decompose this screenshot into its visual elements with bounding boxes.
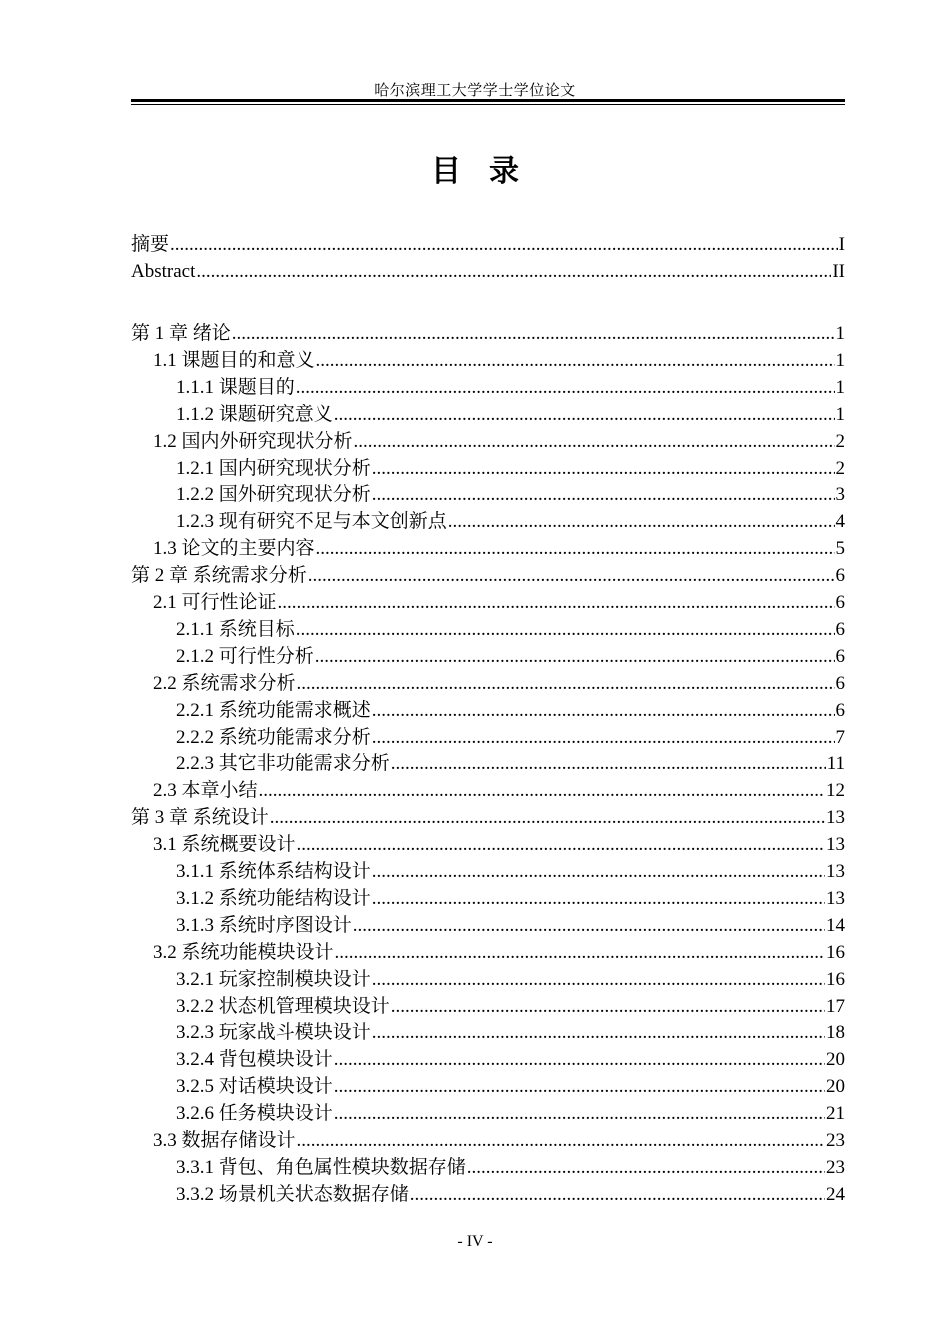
toc-leader-dots — [335, 943, 825, 963]
toc-entry-title: 1.1.1 课题目的 — [176, 377, 295, 398]
toc-leader-dots — [354, 432, 835, 452]
toc-entry[interactable] — [131, 317, 845, 344]
toc-entry[interactable] — [131, 909, 845, 936]
toc-entry-page: 4 — [835, 511, 845, 532]
toc-entry-page: 18 — [826, 1022, 845, 1043]
toc-entry[interactable] — [131, 613, 845, 640]
toc-entry-page: 1 — [835, 350, 845, 371]
toc-leader-dots — [170, 235, 838, 255]
page-number: - IV - — [457, 1233, 493, 1250]
toc-entry-title: 1.2.3 现有研究不足与本文创新点 — [176, 511, 447, 532]
toc-entry-page: 16 — [826, 969, 845, 990]
toc-entry-page: 13 — [826, 888, 845, 909]
toc-entry[interactable] — [131, 882, 845, 909]
toc-entry-page: 13 — [826, 861, 845, 882]
toc-entry-title: 3.2.6 任务模块设计 — [176, 1103, 333, 1124]
toc-title: 目录 — [431, 154, 547, 189]
toc-entry-page: 16 — [826, 942, 845, 963]
toc-entry-title: 2.1.2 可行性分析 — [176, 646, 314, 667]
toc-entry-page: 17 — [826, 996, 845, 1017]
toc-entry[interactable] — [131, 990, 845, 1017]
toc-entry-title: 第 1 章 绪论 — [131, 323, 231, 344]
toc-entry[interactable] — [131, 1043, 845, 1070]
toc-entry-page: 14 — [826, 915, 845, 936]
toc-leader-dots — [334, 1077, 825, 1097]
toc-leader-dots — [296, 620, 835, 640]
toc-entry-title: 2.2.3 其它非功能需求分析 — [176, 753, 390, 774]
toc-entry-title: 3.1.3 系统时序图设计 — [176, 915, 352, 936]
toc-entry[interactable] — [131, 505, 845, 532]
toc-entry-title: 3.2.3 玩家战斗模块设计 — [176, 1022, 371, 1043]
toc-entry[interactable] — [131, 586, 845, 613]
toc-entry[interactable] — [131, 425, 845, 452]
toc-entry-title: Abstract — [131, 261, 196, 282]
toc-entry-page: 6 — [835, 619, 845, 640]
toc-entry-page: 24 — [826, 1184, 845, 1205]
toc-entry-page: I — [838, 234, 845, 255]
toc-entry[interactable] — [131, 855, 845, 882]
toc-entry-title: 摘要 — [131, 234, 170, 255]
toc-entry[interactable] — [131, 828, 845, 855]
toc-entry[interactable] — [131, 694, 845, 721]
toc-entry[interactable] — [131, 559, 845, 586]
toc-entry-title: 1.2 国内外研究现状分析 — [153, 431, 353, 452]
toc-entry[interactable] — [131, 963, 845, 990]
toc-entry-page: II — [832, 261, 845, 282]
toc-leader-dots — [196, 262, 831, 282]
toc-entry-title: 1.3 论文的主要内容 — [153, 538, 315, 559]
toc-leader-dots — [334, 1050, 825, 1070]
toc-entry-page: 2 — [835, 431, 845, 452]
toc-entry[interactable] — [131, 371, 845, 398]
toc-entry[interactable] — [131, 667, 845, 694]
toc-entry-page: 21 — [826, 1103, 845, 1124]
toc-entry[interactable] — [131, 398, 845, 425]
toc-leader-dots — [308, 566, 835, 586]
toc-entry[interactable] — [131, 228, 845, 255]
toc-entry-page: 20 — [826, 1049, 845, 1070]
toc-entry[interactable] — [131, 1016, 845, 1043]
toc-entry-page: 11 — [826, 753, 845, 774]
toc-entry-title: 2.1.1 系统目标 — [176, 619, 295, 640]
toc-entry[interactable] — [131, 1070, 845, 1097]
toc-leader-dots — [334, 405, 835, 425]
toc-entry-page: 23 — [826, 1157, 845, 1178]
toc-entry-title: 2.2 系统需求分析 — [153, 673, 296, 694]
toc-entry-page: 5 — [835, 538, 845, 559]
toc-entry-page: 13 — [826, 807, 845, 828]
toc-entry[interactable] — [131, 255, 845, 282]
toc-leader-dots — [259, 781, 825, 801]
toc-leader-dots — [372, 728, 835, 748]
toc-leader-dots — [372, 1023, 825, 1043]
toc-entry-title: 3.1.1 系统体系结构设计 — [176, 861, 371, 882]
toc-entry-title: 1.1 课题目的和意义 — [153, 350, 315, 371]
header-rule-thin — [131, 104, 845, 105]
toc-leader-dots — [372, 862, 825, 882]
toc-entry[interactable] — [131, 1178, 845, 1205]
toc-entry[interactable] — [131, 478, 845, 505]
toc-entry-title: 3.2 系统功能模块设计 — [153, 942, 334, 963]
toc-entry-page: 1 — [835, 377, 845, 398]
toc-entry[interactable] — [131, 532, 845, 559]
header-rule-thick — [131, 99, 845, 102]
toc-entry-title: 1.2.2 国外研究现状分析 — [176, 484, 371, 505]
toc-entry-page: 6 — [835, 592, 845, 613]
toc-leader-dots — [297, 835, 825, 855]
toc-entry-title: 3.3.1 背包、角色属性模块数据存储 — [176, 1157, 466, 1178]
toc-leader-dots — [270, 808, 825, 828]
toc-leader-dots — [232, 324, 835, 344]
toc-leader-dots — [334, 1104, 825, 1124]
toc-entry-page: 6 — [835, 700, 845, 721]
toc-leader-dots — [315, 647, 835, 667]
toc-leader-dots — [448, 512, 835, 532]
toc-leader-dots — [372, 970, 825, 990]
toc-entry[interactable] — [131, 801, 845, 828]
toc-entry-title: 3.2.5 对话模块设计 — [176, 1076, 333, 1097]
toc-entry[interactable] — [131, 1151, 845, 1178]
toc-entry-page: 1 — [835, 323, 845, 344]
toc-entry-title: 3.2.2 状态机管理模块设计 — [176, 996, 390, 1017]
toc-entry[interactable] — [131, 774, 845, 801]
toc-leader-dots — [296, 378, 835, 398]
toc-leader-dots — [297, 1131, 825, 1151]
toc-entry-page: 23 — [826, 1130, 845, 1151]
toc-entry-page: 2 — [835, 458, 845, 479]
toc-entry-title: 第 3 章 系统设计 — [131, 807, 269, 828]
toc-entry[interactable] — [131, 640, 845, 667]
toc-leader-dots — [372, 459, 835, 479]
toc-leader-dots — [391, 997, 825, 1017]
toc-leader-dots — [372, 889, 825, 909]
toc-entry-title: 3.1.2 系统功能结构设计 — [176, 888, 371, 909]
toc-entry-title: 3.2.1 玩家控制模块设计 — [176, 969, 371, 990]
toc-entry-title: 2.1 可行性论证 — [153, 592, 277, 613]
toc-entry-page: 13 — [826, 834, 845, 855]
toc-leader-dots — [410, 1185, 825, 1205]
toc-entry-page: 12 — [826, 780, 845, 801]
toc-entry-title: 2.2.1 系统功能需求概述 — [176, 700, 371, 721]
toc-entry[interactable] — [131, 936, 845, 963]
toc-entry[interactable] — [131, 344, 845, 371]
toc-leader-dots — [353, 916, 825, 936]
toc-entry-title: 3.2.4 背包模块设计 — [176, 1049, 333, 1070]
toc-leader-dots — [391, 754, 826, 774]
toc-entry-title: 3.3 数据存储设计 — [153, 1130, 296, 1151]
toc-entry[interactable] — [131, 721, 845, 748]
toc-entry-page: 20 — [826, 1076, 845, 1097]
toc-entry-page: 6 — [835, 565, 845, 586]
toc-entry-page: 3 — [835, 484, 845, 505]
toc-entry-page: 6 — [835, 673, 845, 694]
toc-entry-page: 1 — [835, 404, 845, 425]
toc-entry[interactable] — [131, 1124, 845, 1151]
toc-entry[interactable] — [131, 747, 845, 774]
toc-entry-title: 2.3 本章小结 — [153, 780, 258, 801]
toc-entry-title: 2.2.2 系统功能需求分析 — [176, 727, 371, 748]
toc-entry-title: 1.2.1 国内研究现状分析 — [176, 458, 371, 479]
toc-entry-page: 7 — [835, 727, 845, 748]
toc-leader-dots — [467, 1158, 825, 1178]
toc-leader-dots — [297, 674, 835, 694]
toc-entry-page: 6 — [835, 646, 845, 667]
toc-leader-dots — [316, 351, 835, 371]
toc-leader-dots — [316, 539, 835, 559]
toc-entry-title: 3.1 系统概要设计 — [153, 834, 296, 855]
toc-entry[interactable] — [131, 452, 845, 479]
toc-leader-dots — [372, 485, 835, 505]
toc-leader-dots — [278, 593, 835, 613]
toc-leader-dots — [372, 701, 835, 721]
toc-entry[interactable] — [131, 1097, 845, 1124]
toc-entry-title: 第 2 章 系统需求分析 — [131, 565, 307, 586]
toc-entry-title: 3.3.2 场景机关状态数据存储 — [176, 1184, 409, 1205]
header-title: 哈尔滨理工大学学士学位论文 — [374, 83, 576, 99]
toc-entry-title: 1.1.2 课题研究意义 — [176, 404, 333, 425]
